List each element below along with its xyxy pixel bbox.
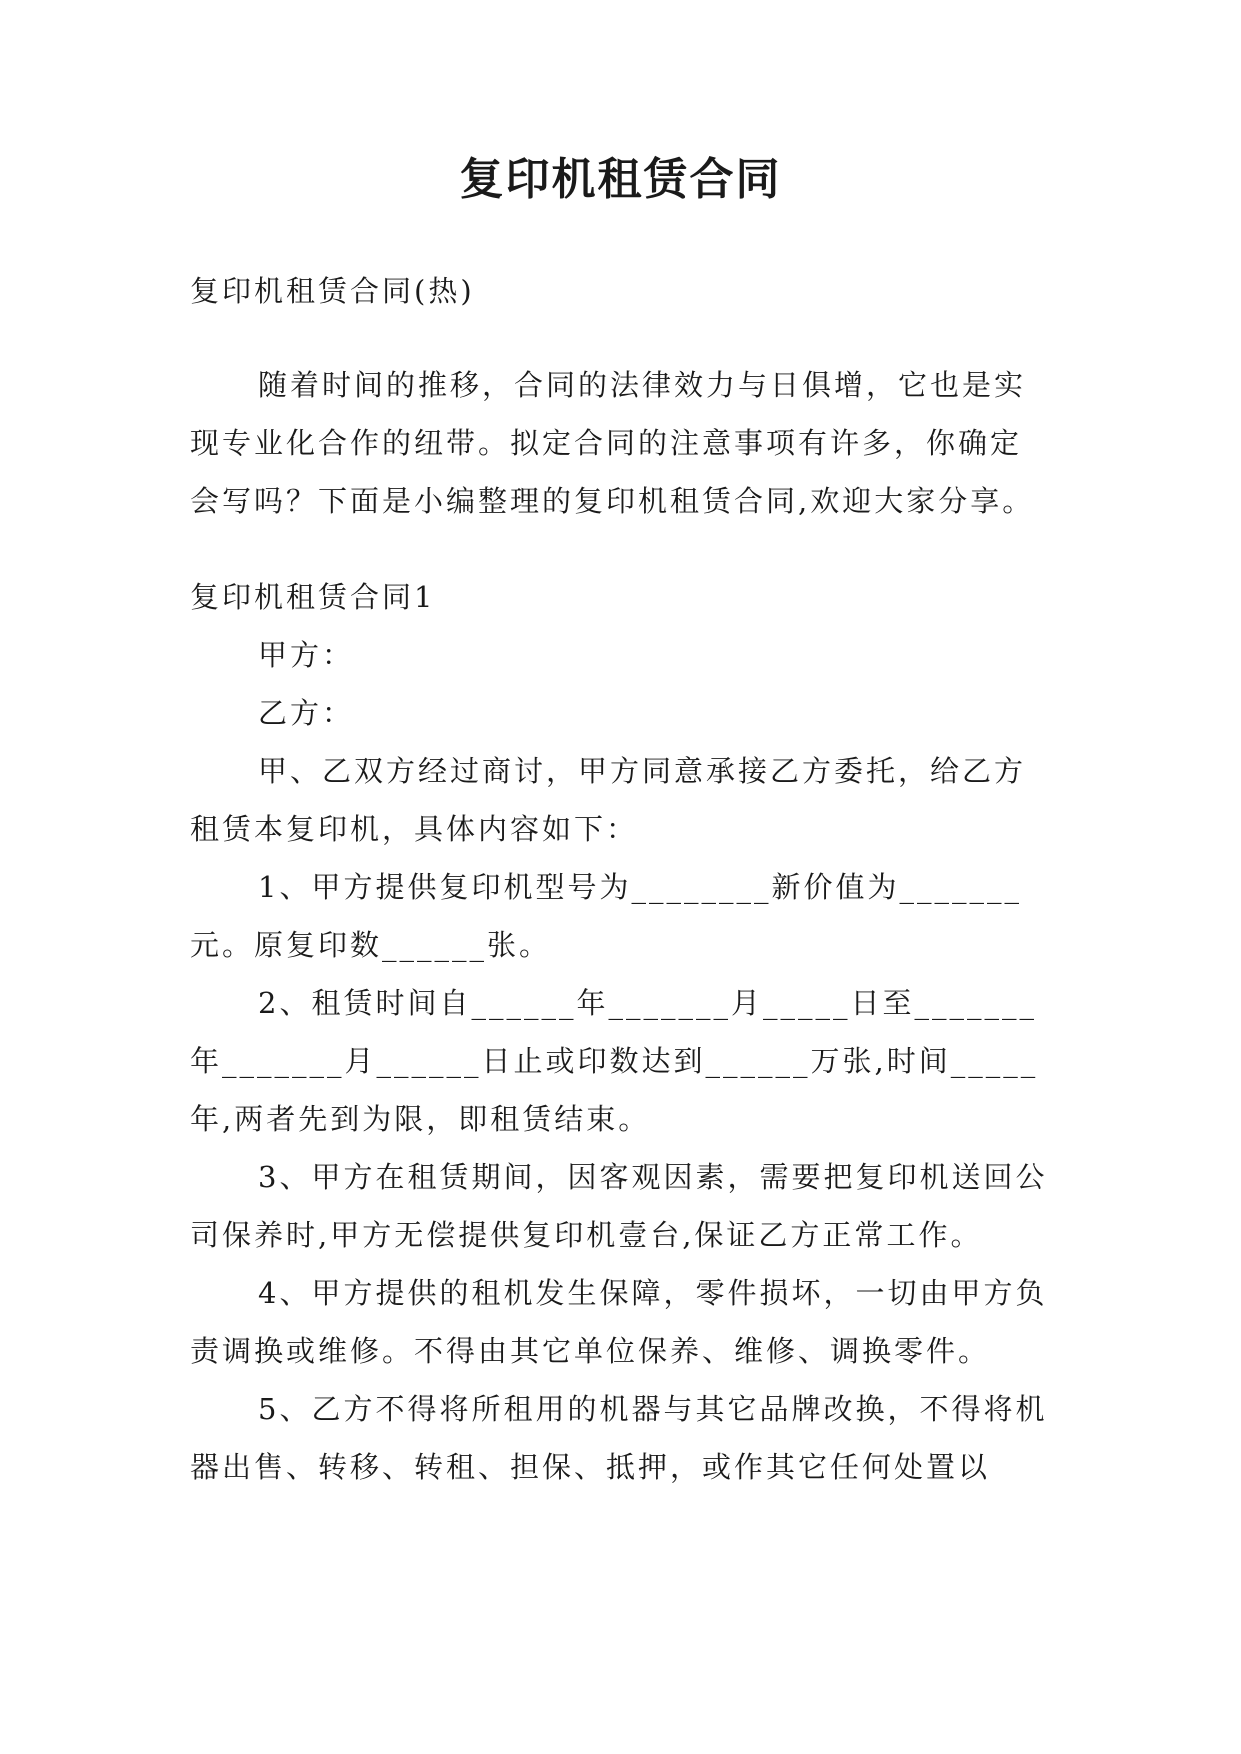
clause-4: 4、甲方提供的租机发生保障，零件损坏，一切由甲方负责调换或维修。不得由其它单位保养、维修、调换零件。 xyxy=(190,1276,1048,1368)
clause-3: 3、甲方在租赁期间，因客观因素，需要把复印机送回公司保养时,甲方无偿提供复印机壹台,保证乙方正常工作。 xyxy=(190,1160,1048,1252)
clause-5: 5、乙方不得将所租用的机器与其它品牌改换，不得将机器出售、转移、转租、担保、抵押，或作其它任何处置以 xyxy=(190,1392,1048,1484)
subtitle-block xyxy=(190,262,1050,320)
contract-body xyxy=(190,568,1050,1496)
intro-block xyxy=(190,356,1050,530)
party-b-line: 乙方： xyxy=(258,696,355,730)
clause-2: 2、租赁时间自______年_______月_____日至_______年_______月______日止或印数达到______万张,时间_____年,两者先到为限，即租赁结束。 xyxy=(190,986,1039,1136)
party-a-line: 甲方： xyxy=(258,638,355,672)
intro-paragraph: 随着时间的推移，合同的法律效力与日俱增，它也是实现专业化合作的纽带。拟定合同的注意事项有许多，你确定会写吗？下面是小编整理的复印机租赁合同,欢迎大家分享。 xyxy=(190,368,1035,518)
document-title: 复印机租赁合同 xyxy=(459,154,782,205)
document-subtitle: 复印机租赁合同(热) xyxy=(190,274,475,308)
clause-intro: 甲、乙双方经过商讨，甲方同意承接乙方委托，给乙方租赁本复印机，具体内容如下： xyxy=(190,754,1027,846)
section-heading: 复印机租赁合同1 xyxy=(190,580,436,614)
clause-1: 1、甲方提供复印机型号为________新价值为_______元。原复印数______张。 xyxy=(190,870,1022,962)
